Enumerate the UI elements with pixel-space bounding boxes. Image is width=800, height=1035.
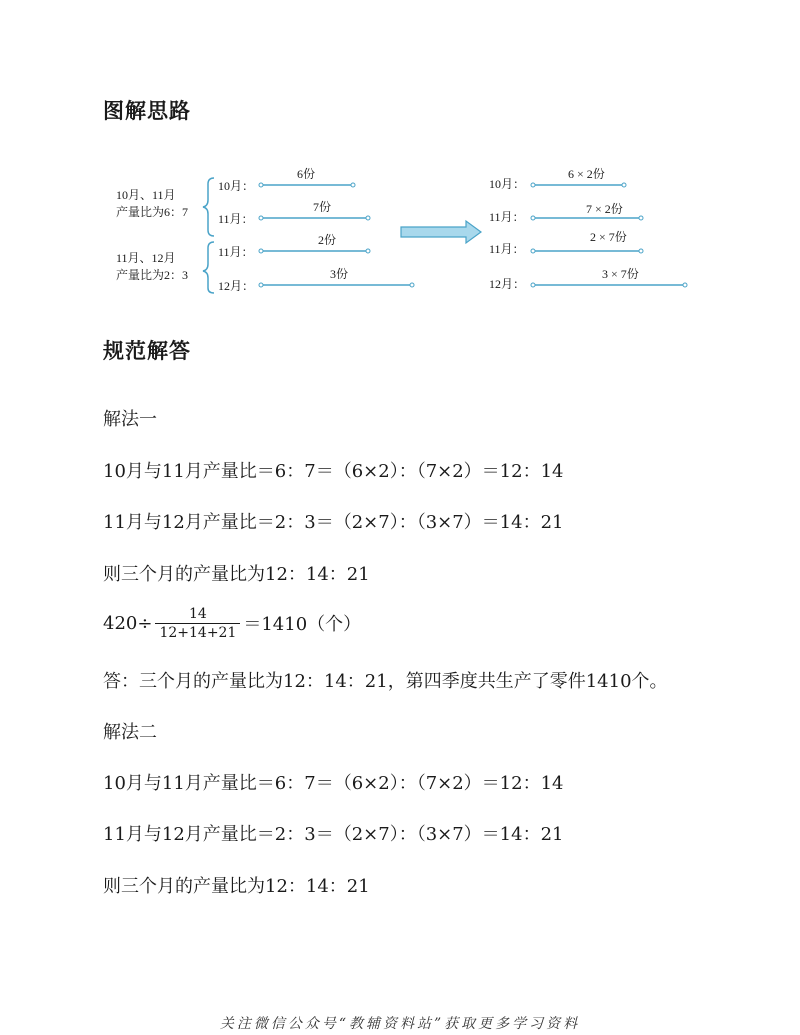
segment-endpoint — [683, 283, 687, 287]
calculation-line — [103, 600, 361, 646]
segment-endpoint — [639, 216, 643, 220]
calc-suffix: ＝1410（个） — [243, 614, 362, 635]
method1-answer: 答：三个月的产量比为12：14：21，第四季度共生产了零件1410个。 — [103, 671, 668, 692]
method2-line2: 11月与12月产量比＝2：3＝（2×7）：（3×7）＝14：21 — [103, 824, 564, 845]
group1-caption-line1: 10月、11月 — [116, 188, 176, 202]
left-row3-parts: 2份 — [318, 233, 337, 247]
group2-caption-line2: 产量比为2：3 — [116, 268, 189, 282]
right-row1-month: 10月： — [489, 177, 526, 191]
fraction-numerator: 14 — [188, 605, 207, 622]
right-row1-parts: 6 × 2份 — [568, 167, 605, 181]
group2-caption-line1: 11月、12月 — [116, 251, 176, 265]
left-row1-parts: 6份 — [297, 167, 316, 181]
right-row4-parts: 3 × 7份 — [602, 267, 639, 281]
segment-endpoint — [531, 216, 535, 220]
group1-caption-line2: 产量比为6：7 — [116, 205, 189, 219]
footer-watermark: 关注微信公众号“教辅资料站”获取更多学习资料 — [219, 1016, 581, 1032]
segment-endpoint — [259, 249, 263, 253]
method2-title: 解法二 — [103, 722, 157, 743]
method2-line1: 10月与11月产量比＝6：7＝（6×2）：（7×2）＝12：14 — [103, 773, 564, 794]
method1-line1: 10月与11月产量比＝6：7＝（6×2）：（7×2）＝12：14 — [103, 461, 564, 482]
method1-title: 解法一 — [103, 409, 157, 430]
method1-line2: 11月与12月产量比＝2：3＝（2×7）：（3×7）＝14：21 — [103, 512, 564, 533]
segment-endpoint — [259, 283, 263, 287]
left-row4-month: 12月： — [218, 279, 255, 293]
segment-endpoint — [639, 249, 643, 253]
method1-line3: 则三个月的产量比为12：14：21 — [103, 564, 370, 585]
right-row2-parts: 7 × 2份 — [586, 202, 623, 216]
brace-icon — [203, 242, 214, 293]
left-row2-parts: 7份 — [313, 200, 332, 214]
brace-icon — [203, 178, 214, 236]
left-row2-month: 11月： — [218, 212, 254, 226]
left-row3-month: 11月： — [218, 245, 254, 259]
segment-endpoint — [410, 283, 414, 287]
left-row4-parts: 3份 — [330, 267, 349, 281]
segment-endpoint — [259, 216, 263, 220]
fraction-denominator: 12+14+21 — [155, 623, 240, 642]
right-arrow-icon — [401, 221, 481, 243]
fraction — [155, 605, 240, 642]
right-row4-month: 12月： — [489, 277, 526, 291]
left-row1-month: 10月： — [218, 179, 255, 193]
right-row3-parts: 2 × 7份 — [590, 230, 627, 244]
calc-prefix: 420÷ — [103, 612, 153, 634]
segment-endpoint — [531, 183, 535, 187]
segment-endpoint — [531, 283, 535, 287]
right-row2-month: 11月： — [489, 210, 525, 224]
segment-endpoint — [351, 183, 355, 187]
diagram-heading: 图解思路 — [103, 99, 191, 123]
segment-endpoint — [622, 183, 626, 187]
ratio-diagram — [0, 150, 800, 310]
solution-heading: 规范解答 — [103, 339, 191, 363]
method2-line3: 则三个月的产量比为12：14：21 — [103, 876, 370, 897]
segment-endpoint — [366, 249, 370, 253]
segment-endpoint — [531, 249, 535, 253]
segment-endpoint — [366, 216, 370, 220]
right-row3-month: 11月： — [489, 242, 525, 256]
segment-endpoint — [259, 183, 263, 187]
